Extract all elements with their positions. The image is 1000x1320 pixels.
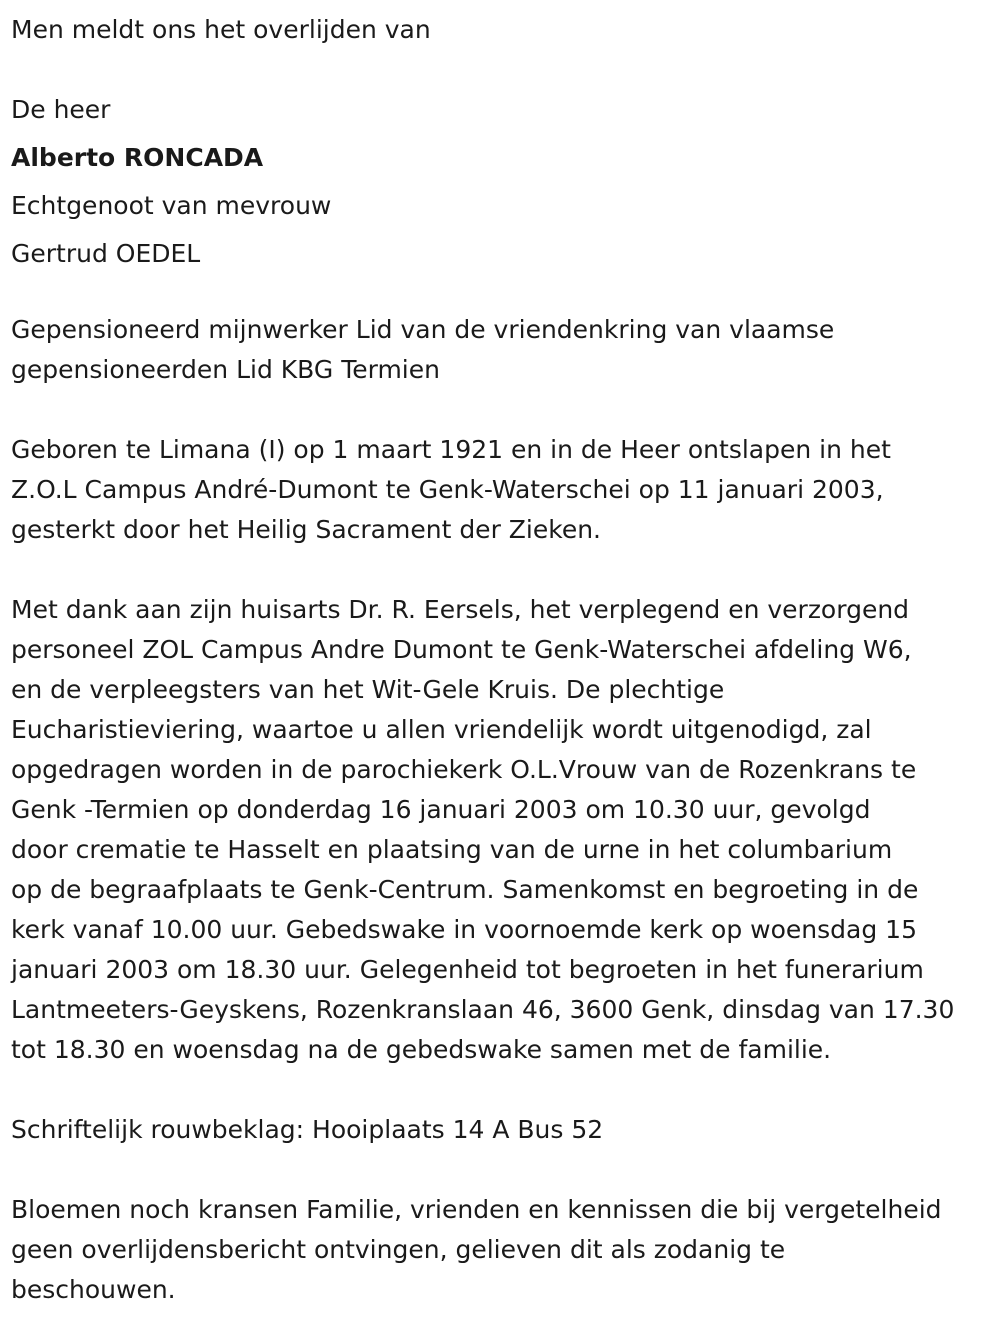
paragraph-line: Lantmeeters-Geyskens, Rozenkranslaan 46, 3600 Genk, dinsdag van 17.30 bbox=[11, 995, 955, 1024]
paragraph-line: Eucharistieviering, waartoe u allen vriendelijk wordt uitgenodigd, zal bbox=[11, 715, 872, 744]
paragraph-line: Z.O.L Campus André-Dumont te Genk-Waterschei op 11 januari 2003, bbox=[11, 475, 884, 504]
paragraph-line: geen overlijdensbericht ontvingen, gelieven dit als zodanig te bbox=[11, 1235, 786, 1264]
paragraph-line: Met dank aan zijn huisarts Dr. R. Eersels, het verplegend en verzorgend bbox=[11, 595, 910, 624]
paragraph-line: Geboren te Limana (I) op 1 maart 1921 en in de Heer ontslapen in het bbox=[11, 435, 891, 464]
paragraph-line: januari 2003 om 18.30 uur. Gelegenheid tot begroeten in het funerarium bbox=[11, 955, 924, 984]
paragraph-line: opgedragen worden in de parochiekerk O.L.Vrouw van de Rozenkrans te bbox=[11, 755, 917, 784]
paragraph-line: Genk -Termien op donderdag 16 januari 2003 om 10.30 uur, gevolgd bbox=[11, 795, 871, 824]
paragraph-line: Bloemen noch kransen Familie, vrienden en kennissen die bij vergetelheid bbox=[11, 1195, 942, 1224]
deceased-name: Alberto RONCADA bbox=[11, 143, 264, 172]
paragraph-line: personeel ZOL Campus Andre Dumont te Genk-Waterschei afdeling W6, bbox=[11, 635, 912, 664]
closing-paragraph bbox=[11, 1190, 990, 1310]
paragraph-line: gesterkt door het Heilig Sacrament der Zieken. bbox=[11, 515, 602, 544]
spacer bbox=[11, 390, 990, 430]
paragraph-line: op de begraafplaats te Genk-Centrum. Samenkomst en begroeting in de bbox=[11, 875, 919, 904]
paragraph-line: en de verpleegsters van het Wit-Gele Kruis. De plechtige bbox=[11, 675, 725, 704]
intro-text: Men meldt ons het overlijden van bbox=[11, 15, 431, 44]
paragraph-line: kerk vanaf 10.00 uur. Gebedswake in voornoemde kerk op woensdag 15 bbox=[11, 915, 917, 944]
paragraph-line: gepensioneerden Lid KBG Termien bbox=[11, 355, 440, 384]
salutation: De heer bbox=[11, 95, 111, 124]
spouse-prefix: Echtgenoot van mevrouw bbox=[11, 191, 332, 220]
service-paragraph bbox=[11, 590, 990, 1070]
condolence-address: Schriftelijk rouwbeklag: Hooiplaats 14 A Bus 52 bbox=[11, 1115, 604, 1144]
paragraph-line: Gepensioneerd mijnwerker Lid van de vriendenkring van vlaamse bbox=[11, 315, 835, 344]
spacer bbox=[11, 278, 990, 310]
spacer bbox=[11, 1070, 990, 1110]
spacer bbox=[11, 1150, 990, 1190]
birth-death-paragraph bbox=[11, 430, 990, 550]
spacer bbox=[11, 54, 990, 86]
paragraph-line: tot 18.30 en woensdag na de gebedswake samen met de familie. bbox=[11, 1035, 832, 1064]
paragraph-line: door crematie te Hasselt en plaatsing van de urne in het columbarium bbox=[11, 835, 893, 864]
occupation-paragraph bbox=[11, 310, 990, 390]
spacer bbox=[11, 550, 990, 590]
spouse-name: Gertrud OEDEL bbox=[11, 239, 201, 268]
paragraph-line: beschouwen. bbox=[11, 1275, 176, 1304]
